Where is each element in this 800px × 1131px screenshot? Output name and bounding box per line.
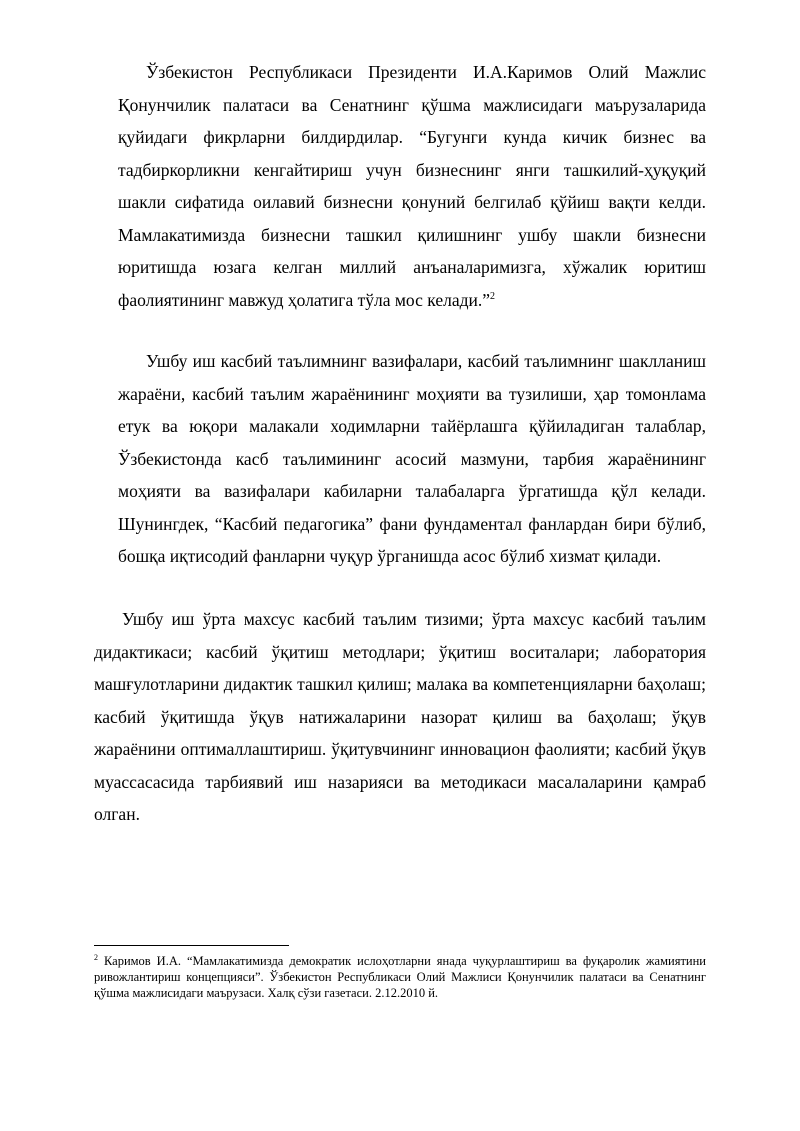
paragraph-1-text: Ўзбекистон Республикаси Президенти И.А.Каримов Олий Мажлис Қонунчилик палатаси ва Сенатнинг қўшма мажлисидаги маърузаларида қуйидаги фикрларни билдирдилар. “Бугунги кунда кичик бизнес ва тадбиркорликни кенгайтириш учун бизнеснинг янги ташкилий-ҳуқуқий шакли сифатида оилавий бизнесни қонуний белгилаб қўйиш вақти келди. Мамлакатимизда бизнесни ташкил қилишнинг ушбу шакли бизнесни юритишда юзага келган миллий анъаналаримизга, хўжалик юритиш фаолиятининг мавжуд ҳолатига тўла мос келади.” (118, 62, 706, 310)
footnote-number: 2 (94, 952, 98, 962)
footnote-text: Каримов И.А. “Мамлакатимизда демократик ислоҳотларни янада чуқурлаштириш ва фуқаролик жамиятини ривожлантириш концепцияси”. Ўзбекистон Республикаси Олий Мажлиси Қонунчилик палатаси ва Сенатнинг қўшма мажлисидаги маърузаси. Халқ сўзи газетаси. 2.12.2010 й. (94, 954, 706, 1000)
footnote (94, 953, 706, 1001)
paragraph-president-quote (118, 56, 706, 316)
paragraph-professional-education: Ушбу иш касбий таълимнинг вазифалари, касбий таълимнинг шаклланиш жараёни, касбий таълим жараёнининг моҳияти ва тузилиши, ҳар томонлама етук ва юқори малакали ходимларни тайёрлашга қўйиладиган талаблар, Ўзбекистонда касб таълимининг асосий мазмуни, тарбия жараёнининг моҳияти ва вазифалари кабиларни талабаларга ўргатишда қўл келади. Шунингдек, “Касбий педагогика” фани фундаментал фанлардан бири бўлиб, бошқа иқтисодий фанларни чуқур ўрганишда асос бўлиб хизмат қилади. (118, 351, 706, 566)
footnote-separator (94, 945, 289, 946)
footnote-reference: 2 (490, 290, 496, 302)
paragraph-secondary-special-education: Ушбу иш ўрта махсус касбий таълим тизими; ўрта махсус касбий таълим дидактикаси; касбий ўқитиш методлари; ўқитиш воситалари; лаборатория машғулотларини дидактик ташкил қилиш; малака ва компетенцияларни баҳолаш; касбий ўқитишда ўқув натижаларини назорат қилиш ва баҳолаш; ўқув жараёнини оптималлаштириш. ўқитувчининг инновацион фаолияти; касбий ўқув муассасасида тарбиявий иш назарияси ва методикаси масалаларини қамраб олган. (94, 609, 706, 824)
